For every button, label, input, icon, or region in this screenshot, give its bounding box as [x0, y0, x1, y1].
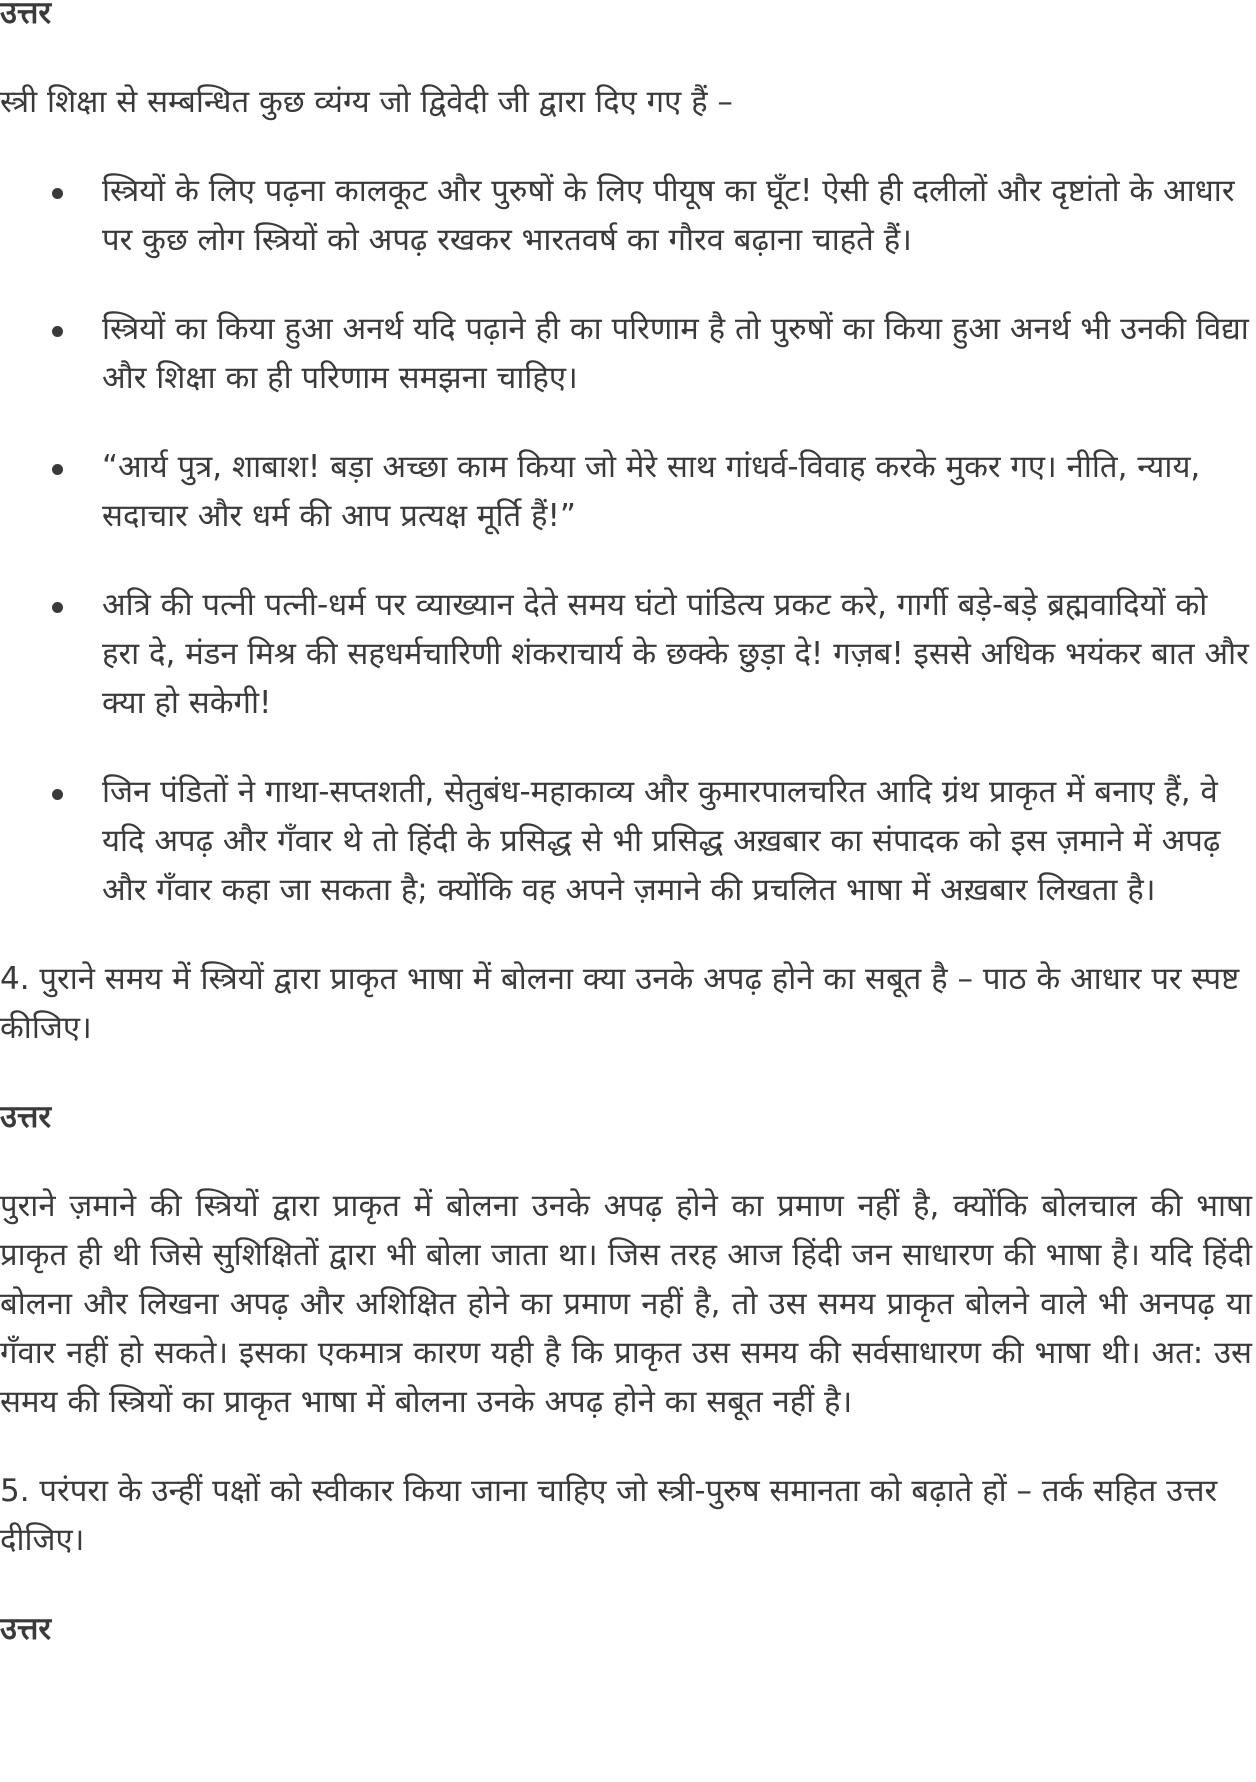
- answer-heading: उत्तर: [0, 1099, 52, 1135]
- bullet-list: [0, 167, 1252, 915]
- answer-heading: उत्तर: [0, 0, 52, 31]
- list-item: [0, 768, 1252, 915]
- bullet-icon: [52, 602, 63, 613]
- list-item: [0, 167, 1252, 265]
- list-item-text: जिन पंडितों ने गाथा-सप्तशती, सेतुबंध-महाकाव्य और कुमारपालचरित आदि ग्रंथ प्राकृत में बनाए हैं, वे यदि अपढ़ और गँवार थे तो हिंदी के प्रसिद्ध से भी प्रसिद्ध अख़बार का संपादक को इस ज़माने में अपढ़ और गँवार कहा जा सकता है; क्योंकि वह अपने ज़माने की प्रचलित भाषा में अख़बार लिखता है।: [102, 774, 1221, 908]
- bullet-icon: [52, 188, 63, 199]
- list-item-text: “आर्य पुत्र, शाबाश! बड़ा अच्छा काम किया जो मेरे साथ गांधर्व-विवाह करके मुकर गए। नीति, न्याय, सदाचार और धर्म की आप प्रत्यक्ष मूर्ति हैं!”: [102, 449, 1201, 534]
- bullet-icon: [52, 464, 63, 475]
- list-item: [0, 305, 1252, 403]
- bullet-icon: [52, 789, 63, 800]
- list-item: [0, 581, 1252, 728]
- list-item-text: स्त्रियों के लिए पढ़ना कालकूट और पुरुषों के लिए पीयूष का घूँट! ऐसी ही दलीलों और दृष्टांतो के आधार पर कुछ लोग स्त्रियों को अपढ़ रखकर भारतवर्ष का गौरव बढ़ाना चाहते हैं।: [102, 173, 1235, 258]
- intro-text: स्त्री शिक्षा से सम्बन्धित कुछ व्यंग्य जो द्विवेदी जी द्वारा दिए गए हैं –: [0, 84, 733, 120]
- list-item-text: अत्रि की पत्नी पत्नी-धर्म पर व्याख्यान देते समय घंटो पांडित्य प्रकट करे, गार्गी बड़े-बड़े ब्रह्मवादियों को हरा दे, मंडन मिश्र की सहधर्मचारिणी शंकराचार्य के छक्के छुड़ा दे! गज़ब! इससे अधिक भयंकर बात और क्या हो सकेगी!: [102, 587, 1249, 721]
- answer-4-text: पुराने ज़माने की स्त्रियों द्वारा प्राकृत में बोलना उनके अपढ़ होने का प्रमाण नहीं है, क्योंकि बोलचाल की भाषा प्राकृत ही थी जिसे सुशिक्षितों द्वारा भी बोला जाता था। जिस तरह आज हिंदी जन साधारण की भाषा है। यदि हिंदी बोलना और लिखना अपढ़ और अशिक्षित होने का प्रमाण नहीं है, तो उस समय प्राकृत बोलने वाले भी अनपढ़ या गँवार नहीं हो सकते। इसका एकमात्र कारण यही है कि प्राकृत उस समय की सर्वसाधारण की भाषा थी। अत: उस समय की स्त्रियों का प्राकृत भाषा में बोलना उनके अपढ़ होने का सबूत नहीं है।: [0, 1188, 1252, 1420]
- question-4: 4. पुराने समय में स्त्रियों द्वारा प्राकृत भाषा में बोलना क्या उनके अपढ़ होने का सबूत है – पाठ के आधार पर स्पष्ट कीजिए।: [0, 961, 1240, 1046]
- question-5: 5. परंपरा के उन्हीं पक्षों को स्वीकार किया जाना चाहिए जो स्त्री-पुरुष समानता को बढ़ाते हों – तर्क सहित उत्तर दीजिए।: [0, 1473, 1218, 1558]
- answer-heading: उत्तर: [0, 1611, 52, 1647]
- list-item-text: स्त्रियों का किया हुआ अनर्थ यदि पढ़ाने ही का परिणाम है तो पुरुषों का किया हुआ अनर्थ भी उनकी विद्या और शिक्षा का ही परिणाम समझना चाहिए।: [102, 311, 1249, 396]
- bullet-icon: [52, 326, 63, 337]
- list-item: [0, 443, 1252, 541]
